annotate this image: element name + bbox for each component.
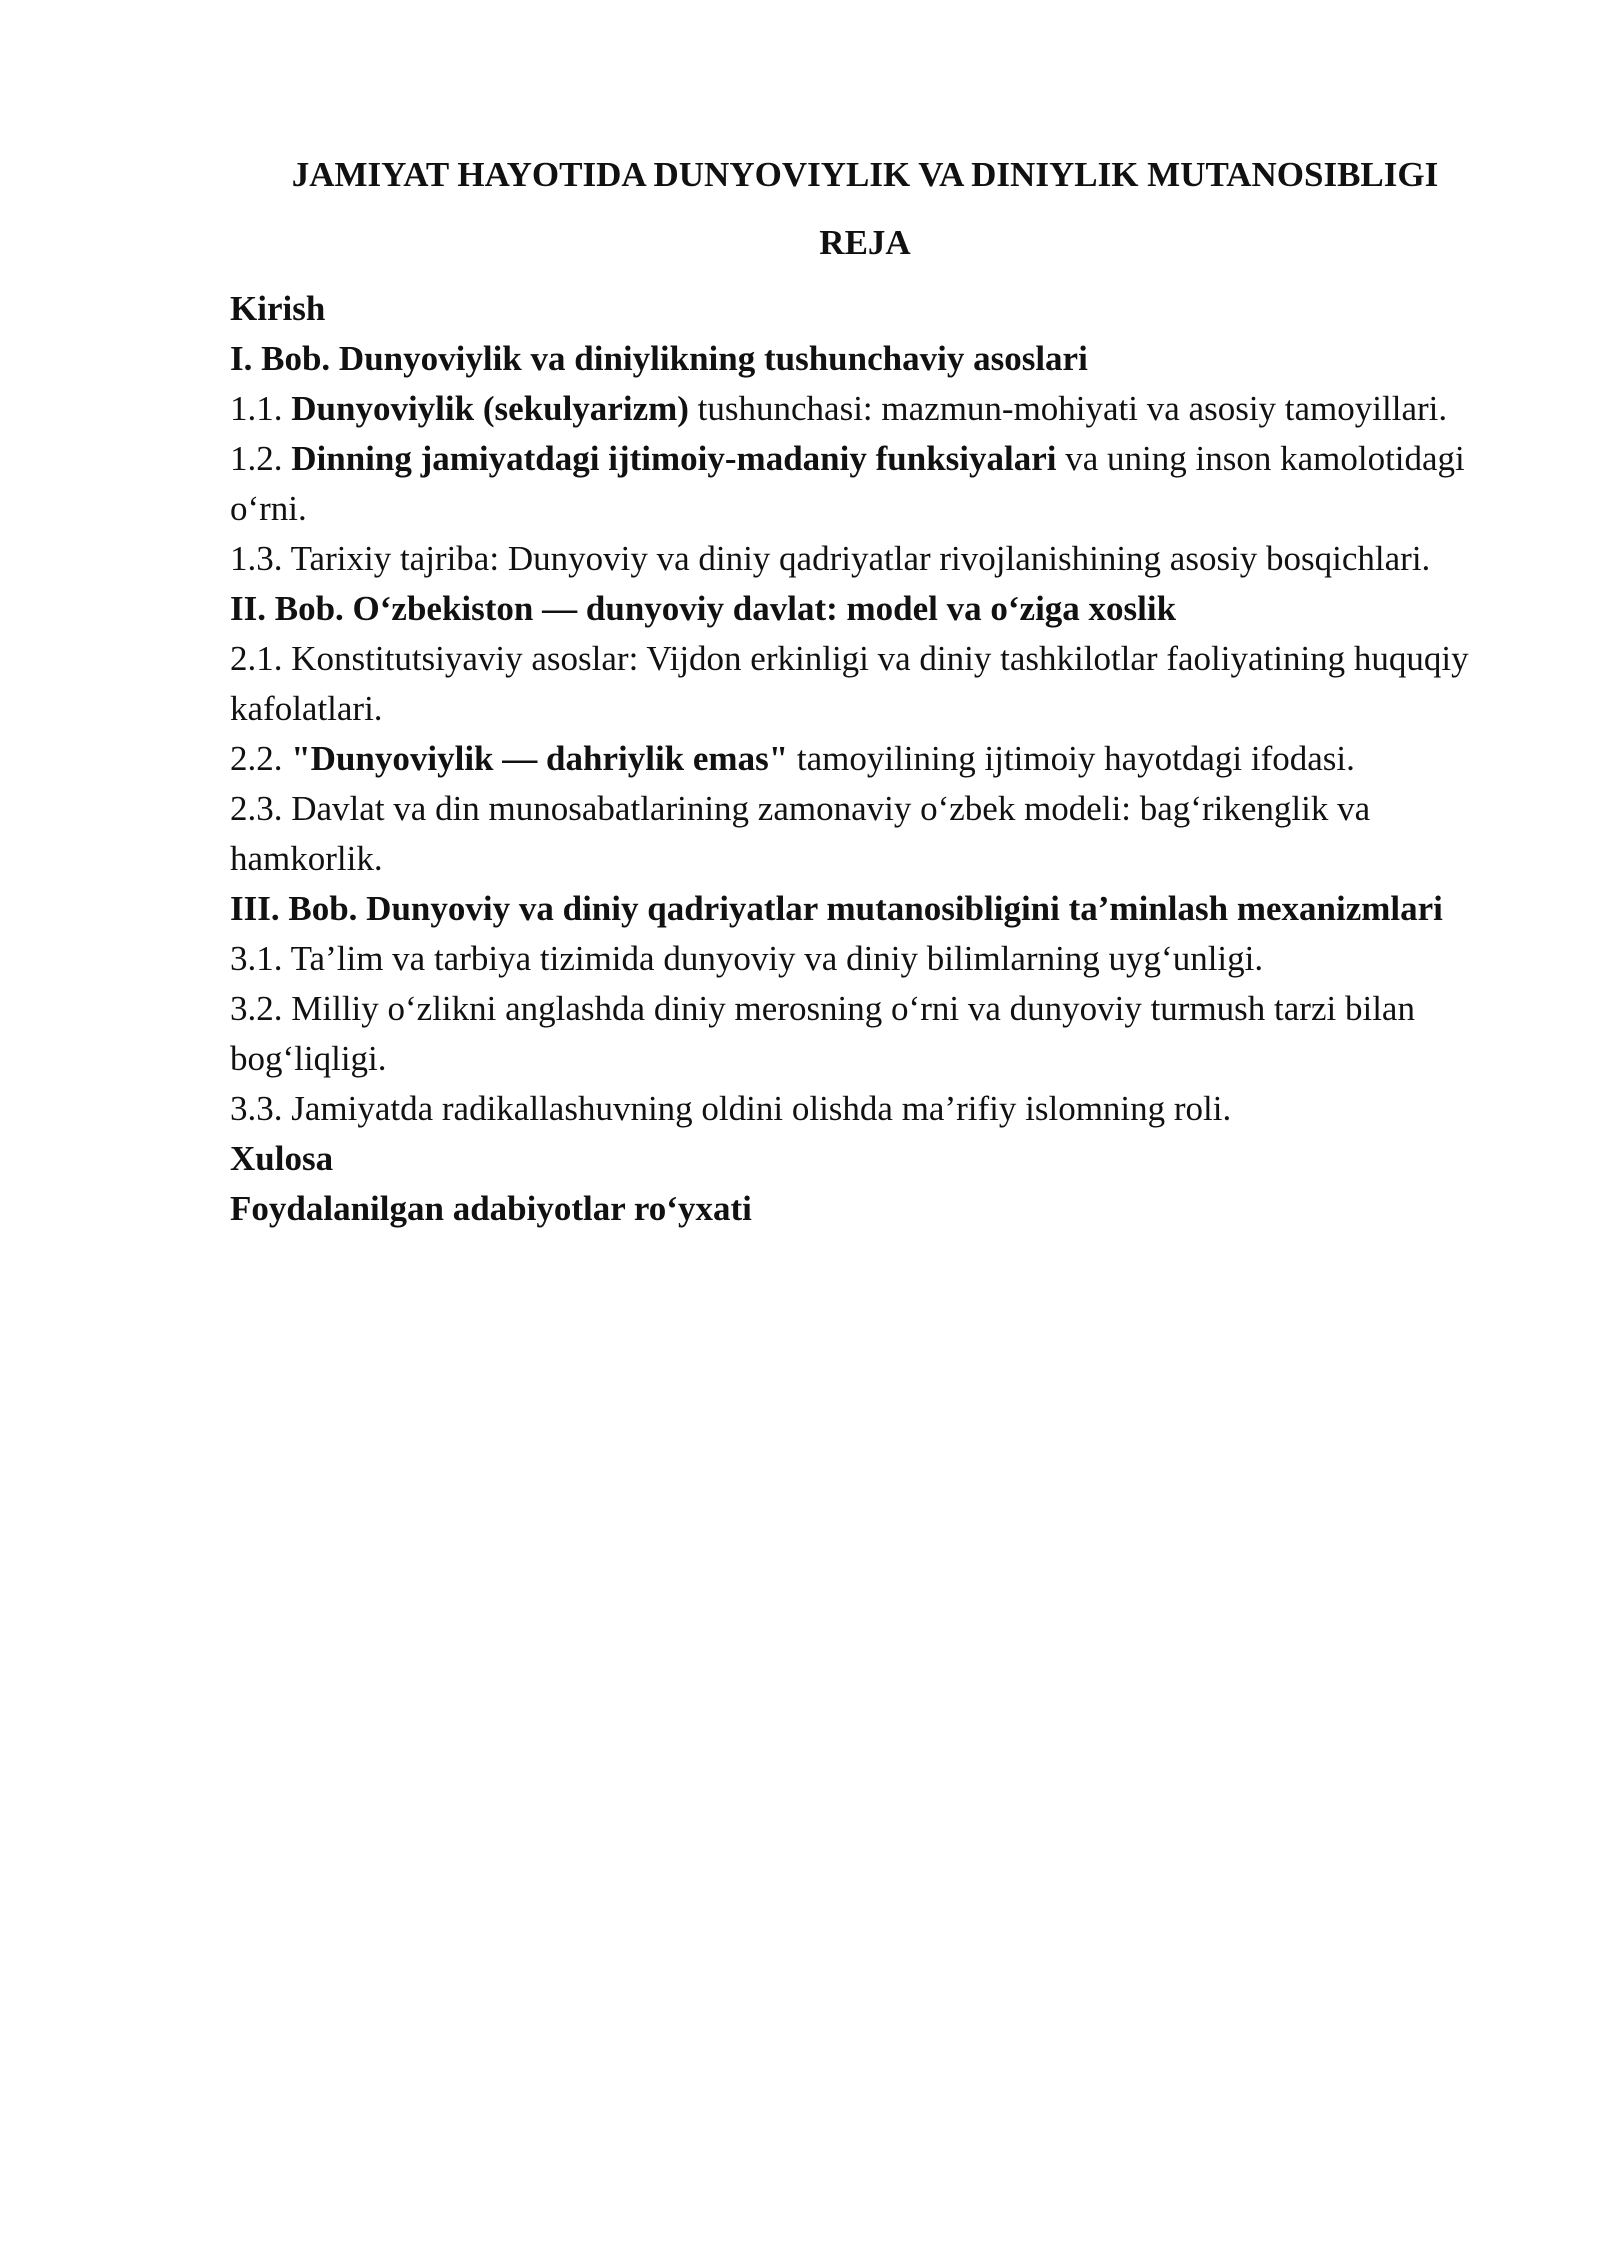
item-text: tamoyilining ijtimoiy hayotdagi ifodasi. — [788, 739, 1355, 778]
intro-heading: Kirish — [230, 289, 326, 328]
document-title: JAMIYAT HAYOTIDA DUNYOVIYLIK VA DINIYLIK MUTANOSIBLIGI — [291, 155, 1439, 194]
chapter-3-item-3: 3.3. Jamiyatda radikallashuvning oldini olishda ma’rifiy islomning roli. — [230, 1089, 1232, 1128]
item-number: 1.1. — [230, 389, 292, 428]
chapter-2-item-3: 2.3. Davlat va din munosabatlarining zamonaviy o‘zbek modeli: bag‘rikenglik va hamkorlik. — [230, 789, 1371, 878]
chapter-1-item-1 — [230, 384, 1500, 434]
conclusion-heading: Xulosa — [230, 1139, 334, 1178]
chapter-1-item-3: 1.3. Tarixiy tajriba: Dunyoviy va diniy qadriyatlar rivojlanishining asosiy bosqichlari. — [230, 539, 1431, 578]
item-bold-text: Dunyoviylik (sekulyarizm) — [291, 389, 689, 428]
chapter-1-heading: I. Bob. Dunyoviylik va diniylikning tushunchaviy asoslari — [230, 339, 1088, 378]
chapter-2-item-1: 2.1. Konstitutsiyaviy asoslar: Vijdon erkinligi va diniy tashkilotlar faoliyatining huquqiy kafolatlari. — [230, 639, 1469, 728]
item-bold-text: "Dunyoviylik — dahriylik emas" — [291, 739, 789, 778]
item-number: 1.2. — [230, 439, 292, 478]
chapter-3-item-1: 3.1. Ta’lim va tarbiya tizimida dunyoviy va diniy bilimlarning uyg‘unligi. — [230, 939, 1264, 978]
item-text: va uning inson kamolotidagi o‘rni. — [230, 439, 1465, 528]
plan-list — [230, 284, 1500, 1234]
references-heading: Foydalanilgan adabiyotlar ro‘yxati — [230, 1189, 752, 1228]
chapter-3-item-2: 3.2. Milliy o‘zlikni anglashda diniy merosning o‘rni va dunyoviy turmush tarzi bilan bog‘liqligi. — [230, 989, 1415, 1078]
chapter-1-item-2 — [230, 434, 1500, 534]
chapter-2-item-2 — [230, 734, 1500, 784]
document-content — [230, 150, 1500, 1234]
item-bold-text: Dinning jamiyatdagi ijtimoiy-madaniy funksiyalari — [291, 439, 1057, 478]
chapter-3-heading: III. Bob. Dunyoviy va diniy qadriyatlar mutanosibligini ta’minlash mexanizmlari — [230, 889, 1443, 928]
item-number: 2.2. — [230, 739, 292, 778]
item-text: tushunchasi: mazmun-mohiyati va asosiy tamoyillari. — [688, 389, 1448, 428]
plan-heading: REJA — [819, 223, 911, 262]
chapter-2-heading: II. Bob. O‘zbekiston — dunyoviy davlat: model va o‘ziga xoslik — [230, 589, 1177, 628]
